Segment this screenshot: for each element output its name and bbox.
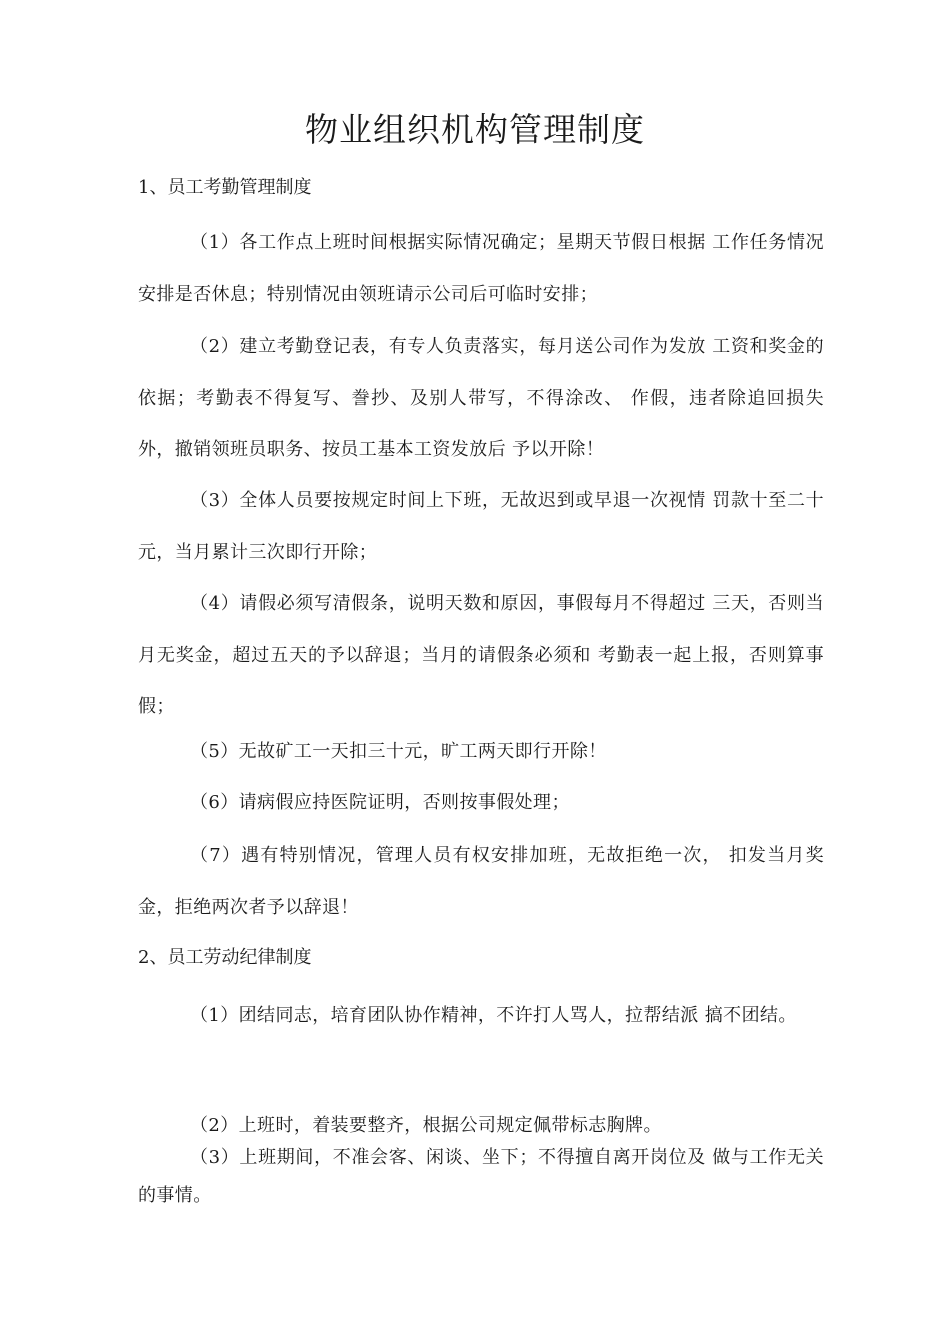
paragraph-attendance-3: （3）全体人员要按规定时间上下班，无故迟到或早退一次视情 罚款十至二十元，当月累计三次即行开除； — [138, 490, 824, 563]
paragraph-attendance-6: （6）请病假应持医院证明，否则按事假处理； — [190, 792, 570, 813]
paragraph-attendance-4: （4）请假必须写清假条，说明天数和原因，事假每月不得超过 三天，否则当月无奖金，超过五天的予以辞退；当月的请假条必须和 考勤表一起上报，否则算事假； — [138, 593, 824, 717]
paragraph-discipline-2: （2）上班时，着装要整齐，根据公司规定佩带标志胸牌。 — [190, 1115, 662, 1136]
section-heading-attendance: 1、员工考勤管理制度 — [138, 177, 312, 198]
paragraph-attendance-1: （1）各工作点上班时间根据实际情况确定；星期天节假日根据 工作任务情况安排是否休息；特别情况由领班请示公司后可临时安排； — [138, 232, 824, 305]
paragraph-discipline-1: （1）团结同志，培育团队协作精神，不许打人骂人，拉帮结派 搞不团结。 — [190, 1005, 797, 1026]
paragraph-attendance-5: （5）无故矿工一天扣三十元，旷工两天即行开除！ — [190, 741, 607, 762]
document-title: 物业组织机构管理制度 — [305, 110, 645, 149]
paragraph-attendance-2: （2）建立考勤登记表，有专人负责落实，每月送公司作为发放 工资和奖金的依据；考勤表不得复写、誊抄、及别人带写，不得涂改、 作假，违者除追回损失外，撤销领班员职务、按员工基本工资发放后 予以开除！ — [138, 336, 824, 460]
section-heading-discipline: 2、员工劳动纪律制度 — [138, 947, 312, 968]
paragraph-attendance-7: （7）遇有特别情况，管理人员有权安排加班，无故拒绝一次， 扣发当月奖金，拒绝两次者予以辞退！ — [138, 845, 824, 918]
paragraph-discipline-3: （3）上班期间，不准会客、闲谈、坐下；不得擅自离开岗位及 做与工作无关的事情。 — [138, 1147, 824, 1206]
